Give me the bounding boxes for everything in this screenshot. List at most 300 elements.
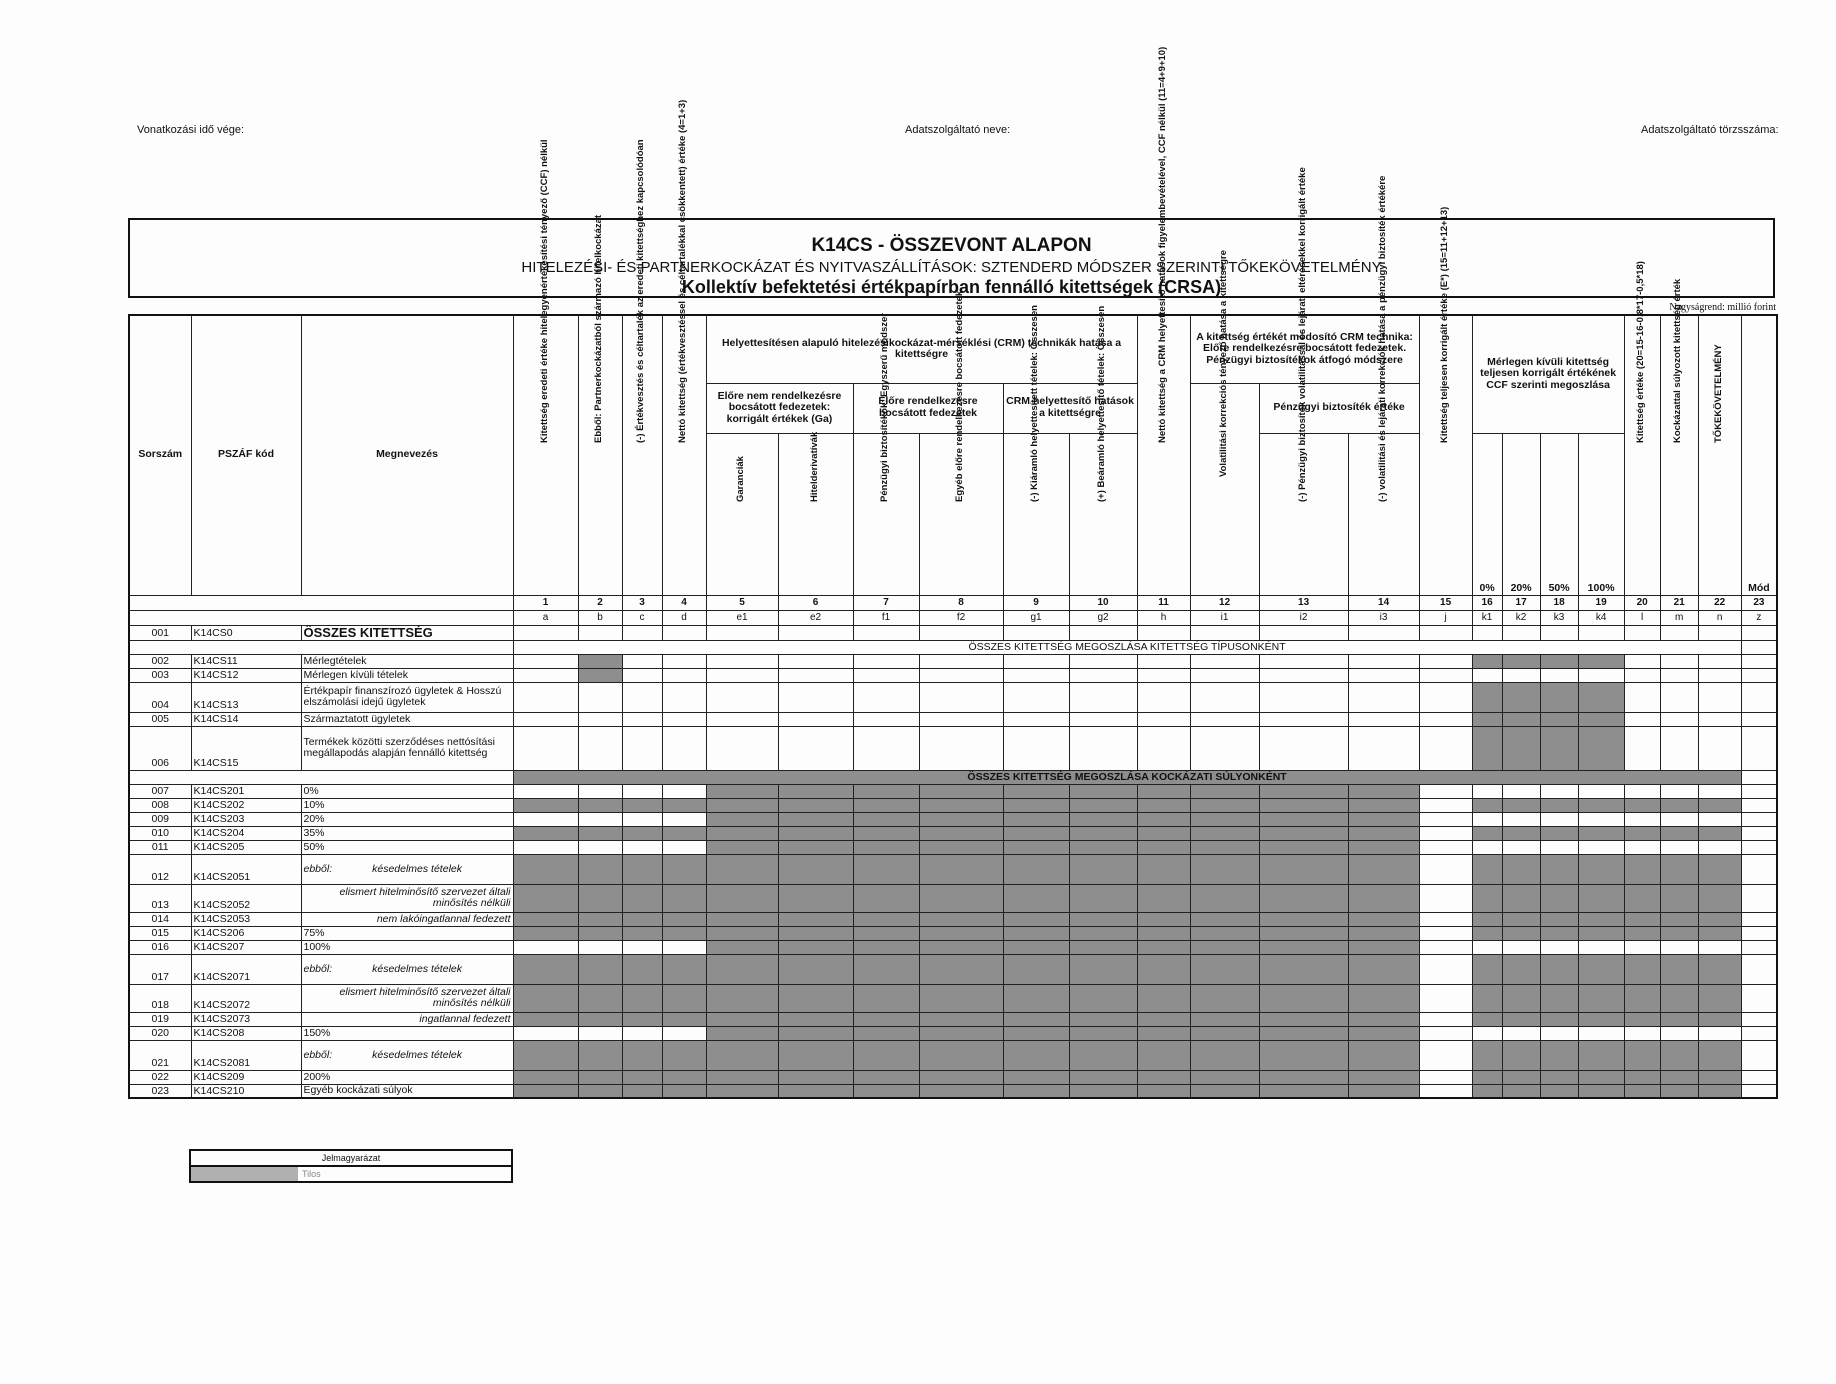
cell-23 bbox=[1741, 940, 1777, 954]
cell-16 bbox=[1472, 668, 1502, 682]
cell-13 bbox=[1259, 926, 1348, 940]
cell-16 bbox=[1472, 840, 1502, 854]
cell-4 bbox=[662, 826, 706, 840]
cell-4 bbox=[662, 654, 706, 668]
cell-18 bbox=[1540, 954, 1578, 984]
cell-9 bbox=[1003, 668, 1069, 682]
cell-21 bbox=[1660, 1084, 1698, 1098]
cell-22 bbox=[1698, 854, 1741, 884]
cell-21 bbox=[1660, 984, 1698, 1012]
cell-18 bbox=[1540, 726, 1578, 770]
row-number: 005 bbox=[129, 712, 191, 726]
cell-15 bbox=[1419, 1084, 1472, 1098]
table-row bbox=[129, 912, 1777, 926]
row-name: 0% bbox=[301, 784, 513, 798]
cell-6 bbox=[778, 826, 853, 840]
cell-20 bbox=[1624, 726, 1660, 770]
cell-15 bbox=[1419, 1070, 1472, 1084]
cell-19 bbox=[1578, 984, 1624, 1012]
cell-21 bbox=[1660, 840, 1698, 854]
col-8: Egyéb előre rendelkezésre bocsátott fedezetek bbox=[919, 433, 1003, 595]
cell-17 bbox=[1502, 654, 1540, 668]
cell-13 bbox=[1259, 798, 1348, 812]
cell-9 bbox=[1003, 912, 1069, 926]
cell-14 bbox=[1348, 954, 1419, 984]
cell-4 bbox=[662, 1026, 706, 1040]
cell-4 bbox=[662, 884, 706, 912]
col-letter: k3 bbox=[1540, 610, 1578, 625]
row-name bbox=[301, 854, 513, 884]
cell-18 bbox=[1540, 625, 1578, 640]
col-number: 7 bbox=[853, 595, 919, 610]
cell-14 bbox=[1348, 826, 1419, 840]
cell-7 bbox=[853, 726, 919, 770]
col-letter: h bbox=[1137, 610, 1190, 625]
cell-12 bbox=[1190, 826, 1259, 840]
cell-18 bbox=[1540, 654, 1578, 668]
cell-21 bbox=[1660, 812, 1698, 826]
cell-19 bbox=[1578, 625, 1624, 640]
cell-14 bbox=[1348, 654, 1419, 668]
cell-6 bbox=[778, 940, 853, 954]
cell-19 bbox=[1578, 954, 1624, 984]
cell-6 bbox=[778, 954, 853, 984]
cell-19 bbox=[1578, 668, 1624, 682]
cell-23 bbox=[1741, 726, 1777, 770]
cell-11 bbox=[1137, 654, 1190, 668]
legend-forbidden-label: Tilos bbox=[302, 1169, 321, 1179]
col-letter: m bbox=[1660, 610, 1698, 625]
cell-20 bbox=[1624, 712, 1660, 726]
cell-18 bbox=[1540, 940, 1578, 954]
cell-12 bbox=[1190, 1040, 1259, 1070]
cell-13 bbox=[1259, 984, 1348, 1012]
cell-16 bbox=[1472, 812, 1502, 826]
cell-14 bbox=[1348, 1012, 1419, 1026]
cell-21 bbox=[1660, 712, 1698, 726]
cell-23 bbox=[1741, 826, 1777, 840]
cell-17 bbox=[1502, 912, 1540, 926]
row-code: K14CS0 bbox=[191, 625, 301, 640]
cell-5 bbox=[706, 625, 778, 640]
row-code: K14CS15 bbox=[191, 726, 301, 770]
cell-9 bbox=[1003, 812, 1069, 826]
cell-8 bbox=[919, 940, 1003, 954]
col-letter: z bbox=[1741, 610, 1777, 625]
col-9: (-) Kiáramló helyettesített tételek: Összesen bbox=[1003, 433, 1069, 595]
cell-20 bbox=[1624, 654, 1660, 668]
table-row bbox=[129, 812, 1777, 826]
cell-7 bbox=[853, 912, 919, 926]
row-number: 018 bbox=[129, 984, 191, 1012]
cell-16 bbox=[1472, 625, 1502, 640]
cell-12 bbox=[1190, 784, 1259, 798]
cell-1 bbox=[513, 1084, 578, 1098]
cell-6 bbox=[778, 1012, 853, 1026]
cell-7 bbox=[853, 668, 919, 682]
cell-22 bbox=[1698, 812, 1741, 826]
unit-label: Nagyságrend: millió forint bbox=[1669, 302, 1776, 313]
cell-10 bbox=[1069, 784, 1137, 798]
cell-12 bbox=[1190, 940, 1259, 954]
row-name: Származtatott ügyletek bbox=[301, 712, 513, 726]
cell-3 bbox=[622, 682, 662, 712]
cell-7 bbox=[853, 1084, 919, 1098]
cell-14 bbox=[1348, 1026, 1419, 1040]
cell-6 bbox=[778, 812, 853, 826]
cell-15 bbox=[1419, 682, 1472, 712]
row-code: K14CS208 bbox=[191, 1026, 301, 1040]
table-row bbox=[129, 712, 1777, 726]
cell-4 bbox=[662, 954, 706, 984]
cell-4 bbox=[662, 840, 706, 854]
cell-22 bbox=[1698, 940, 1741, 954]
cell-10 bbox=[1069, 668, 1137, 682]
cell-13 bbox=[1259, 668, 1348, 682]
cell-4 bbox=[662, 784, 706, 798]
cell-17 bbox=[1502, 668, 1540, 682]
cell-5 bbox=[706, 926, 778, 940]
cell-7 bbox=[853, 798, 919, 812]
col-letter: i3 bbox=[1348, 610, 1419, 625]
cell-12 bbox=[1190, 912, 1259, 926]
cell-8 bbox=[919, 1084, 1003, 1098]
row-code: K14CS2073 bbox=[191, 1012, 301, 1026]
cell-1 bbox=[513, 712, 578, 726]
cell-12 bbox=[1190, 1012, 1259, 1026]
cell-16 bbox=[1472, 926, 1502, 940]
cell-12 bbox=[1190, 1070, 1259, 1084]
row-name: 200% bbox=[301, 1070, 513, 1084]
cell-4 bbox=[662, 625, 706, 640]
cell-11 bbox=[1137, 826, 1190, 840]
cell-18 bbox=[1540, 712, 1578, 726]
row-prefix: ebből: bbox=[303, 862, 333, 875]
col-6: Hitelderivatívák bbox=[778, 433, 853, 595]
cell-3 bbox=[622, 1012, 662, 1026]
cell-17 bbox=[1502, 812, 1540, 826]
row-name: Mérlegen kívüli tételek bbox=[301, 668, 513, 682]
row-code: K14CS2051 bbox=[191, 854, 301, 884]
cell-1 bbox=[513, 984, 578, 1012]
cell-14 bbox=[1348, 798, 1419, 812]
col-number: 14 bbox=[1348, 595, 1419, 610]
cell-23 bbox=[1741, 1070, 1777, 1084]
row-name: 20% bbox=[301, 812, 513, 826]
cell-18 bbox=[1540, 798, 1578, 812]
cell-14 bbox=[1348, 1084, 1419, 1098]
cell-11 bbox=[1137, 784, 1190, 798]
cell-6 bbox=[778, 726, 853, 770]
table-row bbox=[129, 1012, 1777, 1026]
cell-16 bbox=[1472, 884, 1502, 912]
col-23-label: Mód bbox=[1741, 433, 1777, 595]
cell-7 bbox=[853, 682, 919, 712]
cell-13 bbox=[1259, 654, 1348, 668]
col-1: Kitettség eredeti értéke hitelegyenértékesítési tényező (CCF) nélkül bbox=[513, 315, 578, 595]
cell-4 bbox=[662, 984, 706, 1012]
section-spacer bbox=[129, 640, 513, 654]
cell-19 bbox=[1578, 726, 1624, 770]
cell-23 bbox=[1741, 712, 1777, 726]
row-number: 002 bbox=[129, 654, 191, 668]
cell-16 bbox=[1472, 1040, 1502, 1070]
cell-4 bbox=[662, 1084, 706, 1098]
cell-1 bbox=[513, 1012, 578, 1026]
row-number: 023 bbox=[129, 1084, 191, 1098]
cell-6 bbox=[778, 668, 853, 682]
cell-15 bbox=[1419, 984, 1472, 1012]
cell-2 bbox=[578, 840, 622, 854]
cell-23 bbox=[1741, 854, 1777, 884]
cell-22 bbox=[1698, 984, 1741, 1012]
cell-14 bbox=[1348, 984, 1419, 1012]
row-code: K14CS2053 bbox=[191, 912, 301, 926]
cell-2 bbox=[578, 940, 622, 954]
report-subtitle: HITELEZÉSI- ÉS PARTNERKOCKÁZAT ÉS NYITVASZÁLLÍTÁSOK: SZTENDERD MÓDSZER SZERINTI TŐKEKÖVETELMÉNY bbox=[521, 259, 1382, 276]
row-name: 75% bbox=[301, 926, 513, 940]
cell-2 bbox=[578, 926, 622, 940]
cell-22 bbox=[1698, 682, 1741, 712]
col-letter: c bbox=[622, 610, 662, 625]
cell-6 bbox=[778, 926, 853, 940]
cell-19 bbox=[1578, 940, 1624, 954]
cell-3 bbox=[622, 1026, 662, 1040]
cell-7 bbox=[853, 826, 919, 840]
cell-10 bbox=[1069, 682, 1137, 712]
cell-23 bbox=[1741, 798, 1777, 812]
cell-11 bbox=[1137, 1084, 1190, 1098]
row-number: 012 bbox=[129, 854, 191, 884]
cell-2 bbox=[578, 826, 622, 840]
cell-5 bbox=[706, 682, 778, 712]
row-name: 100% bbox=[301, 940, 513, 954]
cell-3 bbox=[622, 784, 662, 798]
report-code: K14CS - ÖSSZEVONT ALAPON bbox=[811, 235, 1092, 256]
cell-21 bbox=[1660, 912, 1698, 926]
cell-13 bbox=[1259, 954, 1348, 984]
cell-2 bbox=[578, 1070, 622, 1084]
cell-4 bbox=[662, 682, 706, 712]
cell-4 bbox=[662, 726, 706, 770]
cell-2 bbox=[578, 784, 622, 798]
cell-7 bbox=[853, 884, 919, 912]
cell-7 bbox=[853, 1070, 919, 1084]
row-label: késedelmes tételek bbox=[372, 862, 462, 875]
cell-16 bbox=[1472, 984, 1502, 1012]
cell-22 bbox=[1698, 726, 1741, 770]
cell-3 bbox=[622, 1070, 662, 1084]
cell-21 bbox=[1660, 654, 1698, 668]
cell-22 bbox=[1698, 1084, 1741, 1098]
table-row bbox=[129, 940, 1777, 954]
cell-6 bbox=[778, 984, 853, 1012]
cell-3 bbox=[622, 954, 662, 984]
cell-8 bbox=[919, 682, 1003, 712]
col-number: 6 bbox=[778, 595, 853, 610]
cell-10 bbox=[1069, 840, 1137, 854]
cell-16 bbox=[1472, 1026, 1502, 1040]
cell-3 bbox=[622, 884, 662, 912]
cell-8 bbox=[919, 812, 1003, 826]
cell-13 bbox=[1259, 625, 1348, 640]
cell-13 bbox=[1259, 726, 1348, 770]
cell-9 bbox=[1003, 625, 1069, 640]
cell-9 bbox=[1003, 784, 1069, 798]
cell-19 bbox=[1578, 712, 1624, 726]
cell-18 bbox=[1540, 812, 1578, 826]
cell-7 bbox=[853, 954, 919, 984]
cell-16 bbox=[1472, 954, 1502, 984]
cell-9 bbox=[1003, 1070, 1069, 1084]
cell-21 bbox=[1660, 1012, 1698, 1026]
cell-5 bbox=[706, 940, 778, 954]
table-row bbox=[129, 784, 1777, 798]
cell-20 bbox=[1624, 826, 1660, 840]
cell-4 bbox=[662, 1040, 706, 1070]
cell-4 bbox=[662, 1012, 706, 1026]
cell-16 bbox=[1472, 654, 1502, 668]
cell-17 bbox=[1502, 840, 1540, 854]
cell-12 bbox=[1190, 712, 1259, 726]
cell-15 bbox=[1419, 668, 1472, 682]
cell-8 bbox=[919, 926, 1003, 940]
cell-19 bbox=[1578, 654, 1624, 668]
cell-5 bbox=[706, 984, 778, 1012]
cell-14 bbox=[1348, 784, 1419, 798]
cell-18 bbox=[1540, 1026, 1578, 1040]
col-number: 19 bbox=[1578, 595, 1624, 610]
cell-8 bbox=[919, 1026, 1003, 1040]
cell-1 bbox=[513, 854, 578, 884]
cell-10 bbox=[1069, 940, 1137, 954]
cell-1 bbox=[513, 668, 578, 682]
cell-1 bbox=[513, 1070, 578, 1084]
cell-18 bbox=[1540, 668, 1578, 682]
col-14: (-) volatilitási és lejárati korrekciók hatása a pénzügyi biztosíték értékére bbox=[1348, 433, 1419, 595]
cell-17 bbox=[1502, 854, 1540, 884]
cell-6 bbox=[778, 798, 853, 812]
cell-21 bbox=[1660, 798, 1698, 812]
row-code: K14CS207 bbox=[191, 940, 301, 954]
cell-17 bbox=[1502, 726, 1540, 770]
cell-10 bbox=[1069, 854, 1137, 884]
col-number: 9 bbox=[1003, 595, 1069, 610]
row-code: K14CS204 bbox=[191, 826, 301, 840]
cell-15 bbox=[1419, 854, 1472, 884]
cell-3 bbox=[622, 625, 662, 640]
cell-9 bbox=[1003, 854, 1069, 884]
cell-22 bbox=[1698, 1070, 1741, 1084]
cell-9 bbox=[1003, 984, 1069, 1012]
cell-9 bbox=[1003, 954, 1069, 984]
cell-4 bbox=[662, 798, 706, 812]
col-letter: i2 bbox=[1259, 610, 1348, 625]
cell-21 bbox=[1660, 726, 1698, 770]
cell-13 bbox=[1259, 784, 1348, 798]
col-letter: b bbox=[578, 610, 622, 625]
cell-3 bbox=[622, 668, 662, 682]
cell-11 bbox=[1137, 926, 1190, 940]
cell-13 bbox=[1259, 940, 1348, 954]
cell-18 bbox=[1540, 854, 1578, 884]
cell-5 bbox=[706, 812, 778, 826]
row-name: Értékpapír finanszírozó ügyletek & Hosszú elszámolási idejű ügyletek bbox=[301, 682, 513, 712]
cell-1 bbox=[513, 926, 578, 940]
col-letter: j bbox=[1419, 610, 1472, 625]
col-letter: k2 bbox=[1502, 610, 1540, 625]
cell-17 bbox=[1502, 884, 1540, 912]
cell-7 bbox=[853, 625, 919, 640]
cell-9 bbox=[1003, 712, 1069, 726]
cell-13 bbox=[1259, 840, 1348, 854]
cell-1 bbox=[513, 954, 578, 984]
row-number: 001 bbox=[129, 625, 191, 640]
cell-8 bbox=[919, 884, 1003, 912]
table-row bbox=[129, 954, 1777, 984]
cell-15 bbox=[1419, 840, 1472, 854]
cell-8 bbox=[919, 625, 1003, 640]
cell-23 bbox=[1741, 954, 1777, 984]
table-row bbox=[129, 984, 1777, 1012]
row-number: 019 bbox=[129, 1012, 191, 1026]
cell-19 bbox=[1578, 854, 1624, 884]
cell-22 bbox=[1698, 1012, 1741, 1026]
cell-8 bbox=[919, 840, 1003, 854]
cell-19 bbox=[1578, 798, 1624, 812]
cell-11 bbox=[1137, 854, 1190, 884]
col-letter: d bbox=[662, 610, 706, 625]
cell-5 bbox=[706, 826, 778, 840]
cell-13 bbox=[1259, 812, 1348, 826]
cell-12 bbox=[1190, 926, 1259, 940]
cell-2 bbox=[578, 798, 622, 812]
cell-17 bbox=[1502, 984, 1540, 1012]
cell-2 bbox=[578, 682, 622, 712]
col-number: 15 bbox=[1419, 595, 1472, 610]
cell-5 bbox=[706, 912, 778, 926]
col-letter: e1 bbox=[706, 610, 778, 625]
cell-3 bbox=[622, 854, 662, 884]
cell-2 bbox=[578, 912, 622, 926]
cell-17 bbox=[1502, 1084, 1540, 1098]
cell-14 bbox=[1348, 712, 1419, 726]
row-code: K14CS2072 bbox=[191, 984, 301, 1012]
cell-14 bbox=[1348, 625, 1419, 640]
col-19-label: 100% bbox=[1578, 433, 1624, 595]
title-box bbox=[128, 218, 1775, 298]
section-end bbox=[1741, 770, 1777, 784]
cell-8 bbox=[919, 798, 1003, 812]
cell-12 bbox=[1190, 1026, 1259, 1040]
cell-11 bbox=[1137, 954, 1190, 984]
col-22: TŐKEKÖVETELMÉNY bbox=[1698, 315, 1741, 595]
cell-20 bbox=[1624, 954, 1660, 984]
cell-21 bbox=[1660, 1040, 1698, 1070]
cell-2 bbox=[578, 726, 622, 770]
cell-6 bbox=[778, 1040, 853, 1070]
row-name: Egyéb kockázati súlyok bbox=[301, 1084, 513, 1098]
cell-5 bbox=[706, 954, 778, 984]
cell-23 bbox=[1741, 784, 1777, 798]
cell-17 bbox=[1502, 625, 1540, 640]
cell-10 bbox=[1069, 984, 1137, 1012]
cell-10 bbox=[1069, 812, 1137, 826]
cell-11 bbox=[1137, 1012, 1190, 1026]
cell-7 bbox=[853, 1026, 919, 1040]
cell-10 bbox=[1069, 1040, 1137, 1070]
cell-6 bbox=[778, 625, 853, 640]
